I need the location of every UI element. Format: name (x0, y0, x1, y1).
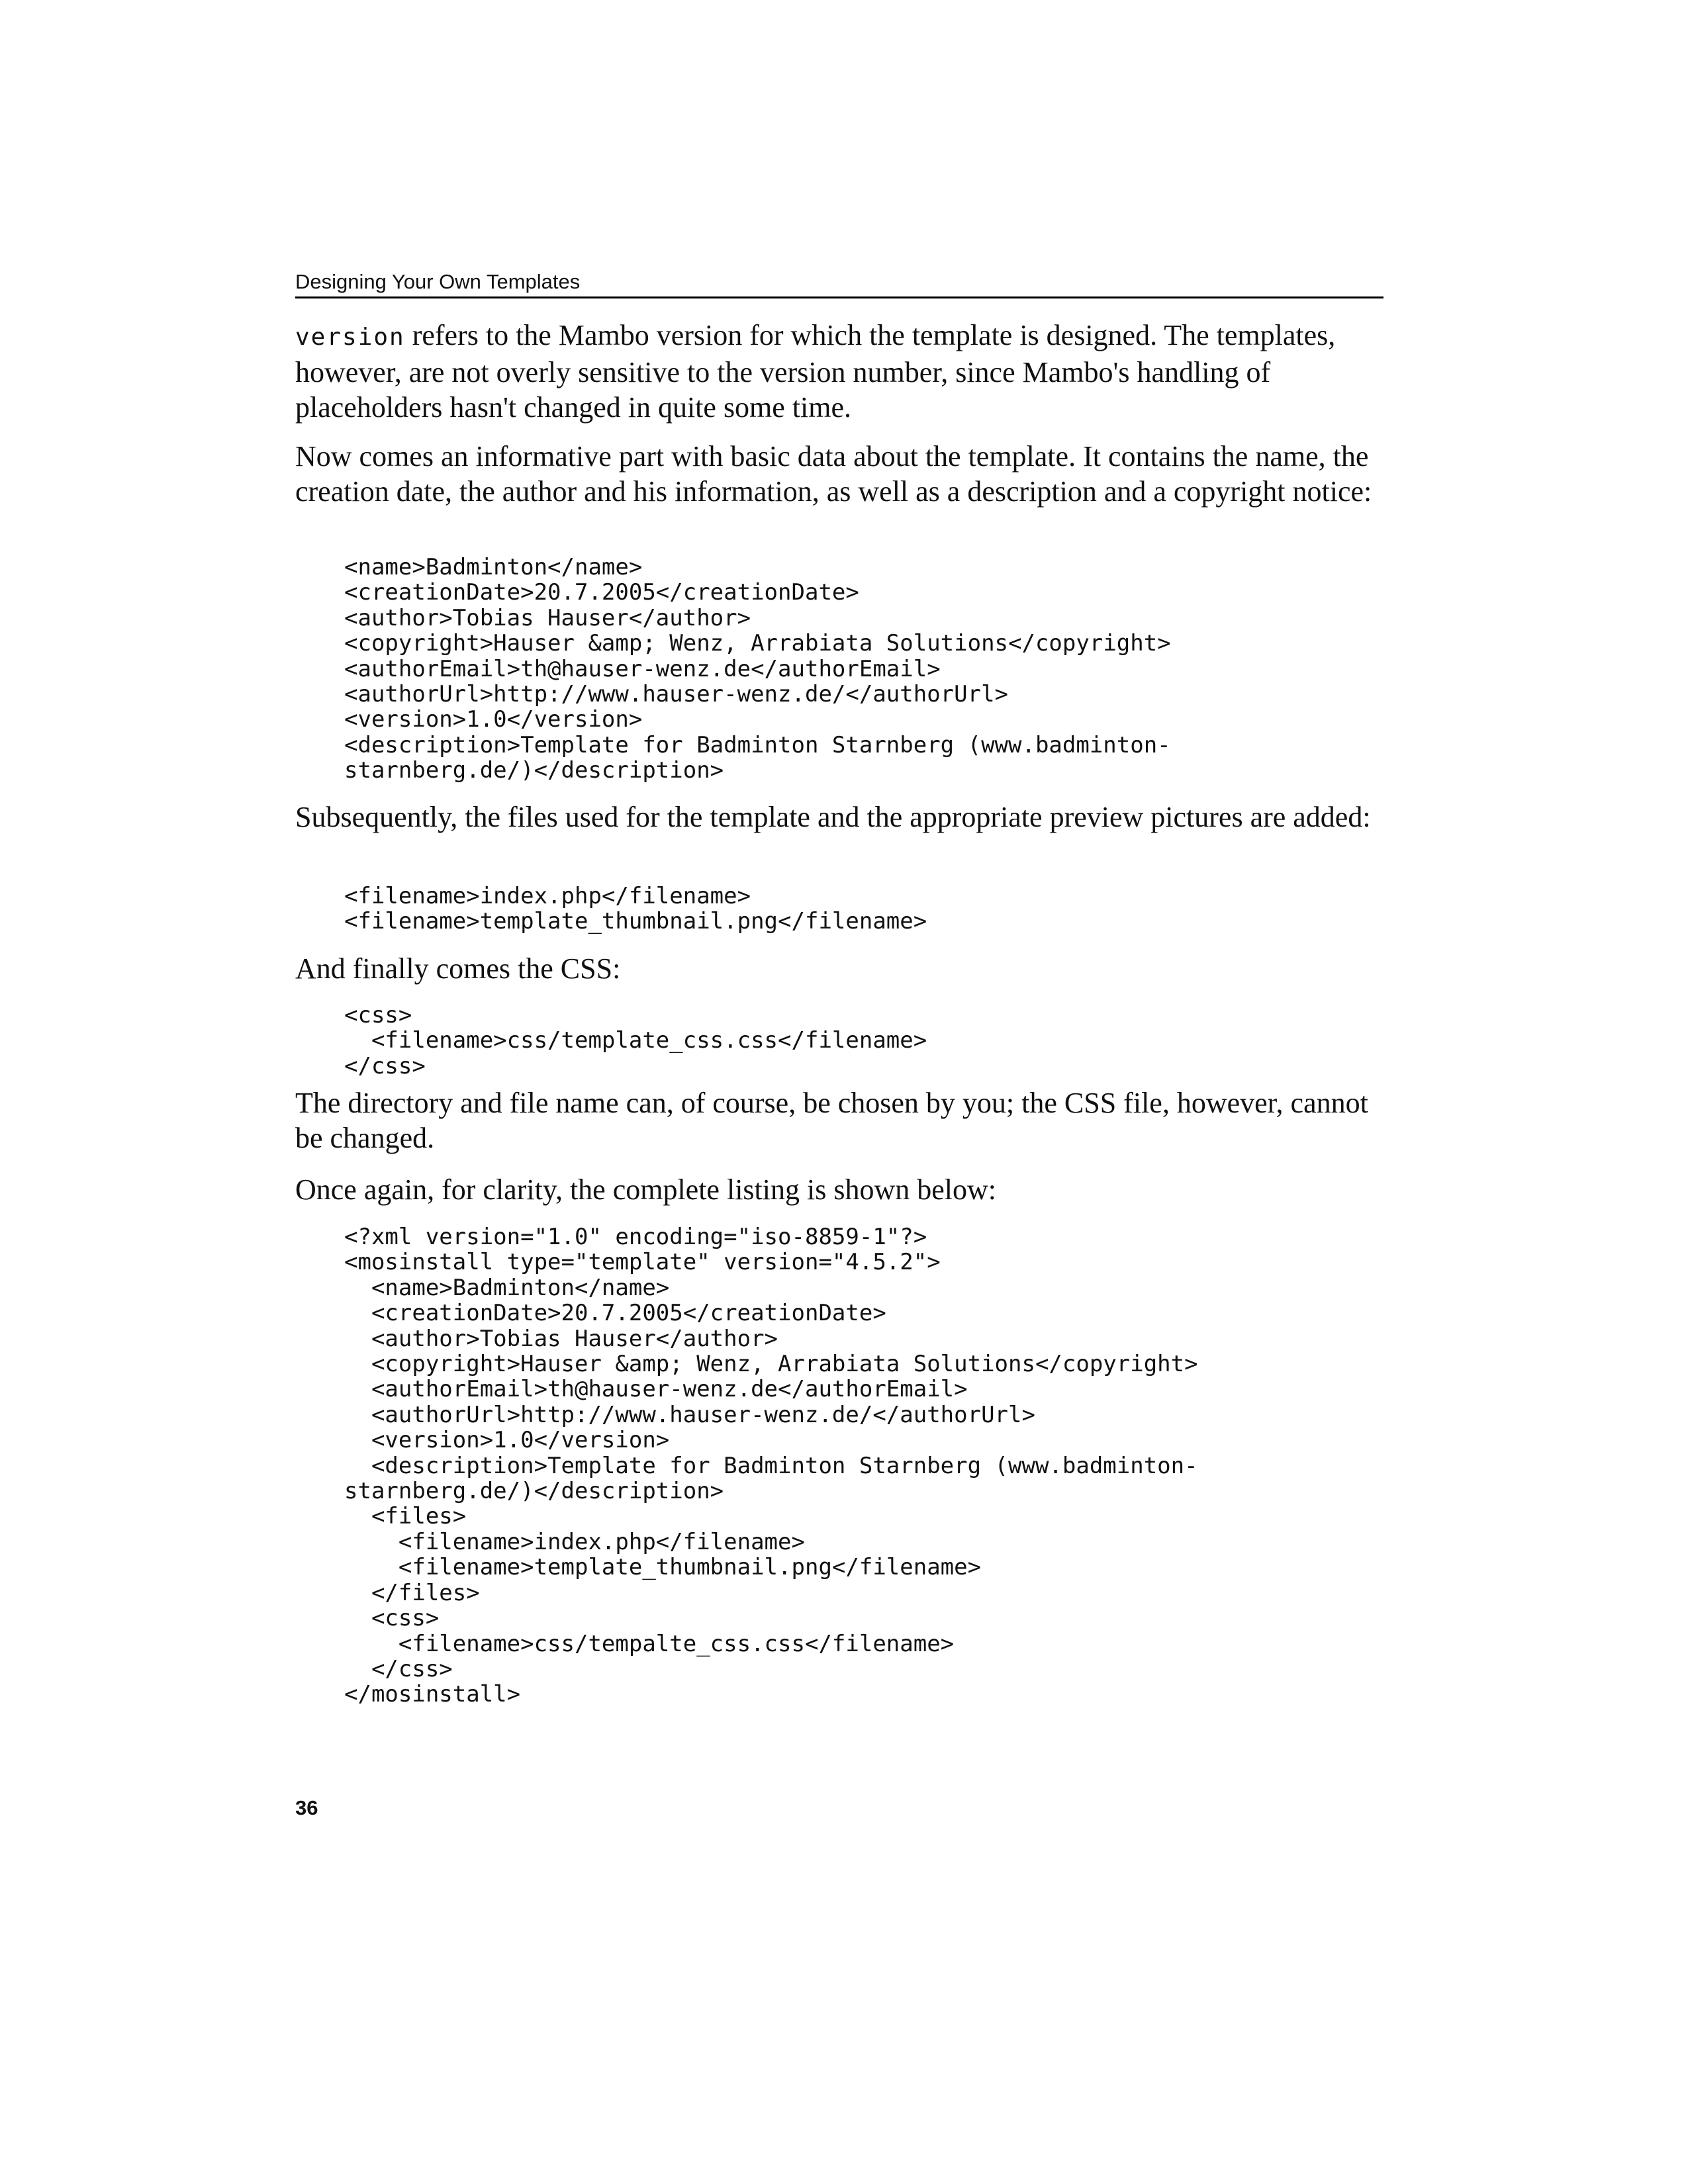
code-line: <creationDate>20.7.2005</creationDate> (344, 579, 859, 606)
code-line: <filename>css/template_css.css</filename> (344, 1027, 927, 1054)
page-number: 36 (295, 1796, 318, 1819)
code-line: </css> (344, 1052, 426, 1079)
paragraph-complete-listing: Once again, for clarity, the complete listing is shown below: (295, 1173, 996, 1206)
code-line: </files> (344, 1579, 480, 1606)
paragraph-files: Subsequently, the files used for the template and the appropriate preview pictures are added: (295, 801, 1371, 833)
code-line: <creationDate>20.7.2005</creationDate> (344, 1300, 886, 1327)
code-line: <files> (344, 1503, 467, 1530)
code-line: </mosinstall> (344, 1681, 521, 1708)
code-line: <filename>index.php</filename> (344, 1528, 805, 1555)
code-line: <filename>css/tempalte_css.css</filename> (344, 1630, 955, 1657)
code-line: <authorUrl>http://www.hauser-wenz.de/</authorUrl> (344, 1401, 1035, 1428)
code-line: <copyright>Hauser &amp; Wenz, Arrabiata Solutions</copyright> (344, 630, 1171, 657)
code-line: starnberg.de/)</description> (344, 1478, 724, 1505)
code-block-template-info (344, 555, 1171, 784)
code-line: <css> (344, 1002, 412, 1028)
paragraph-informative-part: Now comes an informative part with basic data about the template. It contains the name, the creation date, the author and his information, as well as a description and a copyright notice: (295, 440, 1372, 508)
code-line: <authorEmail>th@hauser-wenz.de</authorEmail> (344, 1376, 968, 1403)
paragraph-version (295, 318, 1387, 425)
code-line: </css> (344, 1655, 453, 1682)
code-line: <filename>index.php</filename> (344, 883, 751, 909)
code-line: starnberg.de/)</description> (344, 757, 724, 784)
code-line: <filename>template_thumbnail.png</filename> (344, 908, 927, 935)
paragraph-css: And finally comes the CSS: (295, 952, 621, 985)
code-block-filenames (344, 884, 927, 934)
code-line: <author>Tobias Hauser</author> (344, 1325, 778, 1352)
code-line: <authorEmail>th@hauser-wenz.de</authorEmail> (344, 655, 941, 682)
code-line: <description>Template for Badminton Starnberg (www.badminton- (344, 731, 1171, 758)
code-line: <version>1.0</version> (344, 1427, 670, 1454)
paragraph-version-text: refers to the Mambo version for which the template is designed. The templates, however, are not overly sensitive to the version number, since Mambo's handling of placeholders hasn't changed in quite some time. (295, 319, 1336, 424)
inline-code-version: version (295, 324, 405, 351)
code-line: <authorUrl>http://www.hauser-wenz.de/</authorUrl> (344, 681, 1009, 708)
paragraph-directory: The directory and file name can, of course, be chosen by you; the CSS file, however, cannot be changed. (295, 1087, 1368, 1154)
code-block-css (344, 1003, 927, 1079)
code-line: <author>Tobias Hauser</author> (344, 604, 751, 631)
code-line: <filename>template_thumbnail.png</filename> (344, 1554, 982, 1581)
code-line: <description>Template for Badminton Starnberg (www.badminton- (344, 1452, 1198, 1479)
code-line: <name>Badminton</name> (344, 1274, 670, 1301)
code-line: <version>1.0</version> (344, 706, 643, 733)
code-line: <name>Badminton</name> (344, 554, 643, 580)
code-line: <copyright>Hauser &amp; Wenz, Arrabiata Solutions</copyright> (344, 1351, 1198, 1378)
running-header: Designing Your Own Templates (295, 269, 1383, 298)
code-block-complete-listing (344, 1224, 1198, 1707)
code-line: <mosinstall type="template" version="4.5.2"> (344, 1249, 941, 1276)
code-line: <css> (344, 1605, 440, 1632)
code-line: <?xml version="1.0" encoding="iso-8859-1"?> (344, 1224, 927, 1250)
